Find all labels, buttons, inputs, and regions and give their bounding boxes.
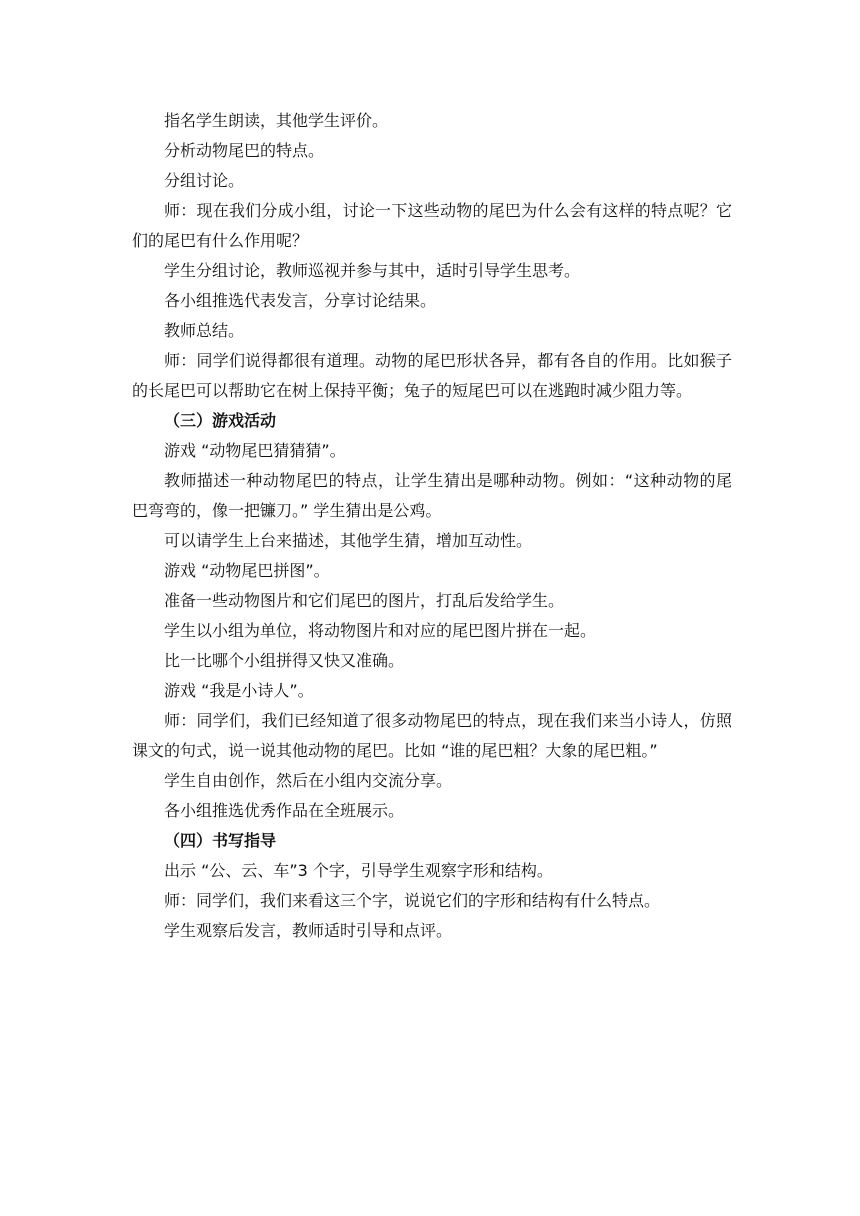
document-body [132, 106, 732, 946]
paragraph: 师：同学们说得都很有道理。动物的尾巴形状各异，都有各自的作用。比如猴子的长尾巴可以帮助它在树上保持平衡；兔子的短尾巴可以在逃跑时减少阻力等。 [132, 351, 732, 400]
paragraph: 游戏 “动物尾巴拼图”。 [164, 561, 330, 580]
paragraph: 分析动物尾巴的特点。 [164, 141, 325, 160]
paragraph: 学生观察后发言，教师适时引导和点评。 [164, 921, 453, 940]
paragraph: 出示 “公、云、车”3 个字，引导学生观察字形和结构。 [164, 861, 553, 880]
paragraph: 比一比哪个小组拼得又快又准确。 [164, 651, 405, 670]
paragraph: 准备一些动物图片和它们尾巴的图片，打乱后发给学生。 [164, 591, 565, 610]
paragraph: 学生自由创作，然后在小组内交流分享。 [164, 771, 453, 790]
paragraph: 分组讨论。 [164, 171, 245, 190]
paragraph: 各小组推选代表发言，分享讨论结果。 [164, 291, 437, 310]
paragraph: 可以请学生上台来描述，其他学生猜，增加互动性。 [164, 531, 533, 550]
section-heading: （四）书写指导 [164, 831, 277, 850]
paragraph: 指名学生朗读，其他学生评价。 [164, 111, 389, 130]
paragraph: 学生以小组为单位，将动物图片和对应的尾巴图片拼在一起。 [164, 621, 597, 640]
paragraph: 各小组推选优秀作品在全班展示。 [164, 801, 405, 820]
paragraph: 师：同学们，我们来看这三个字，说说它们的字形和结构有什么特点。 [164, 891, 661, 910]
paragraph: 师：现在我们分成小组，讨论一下这些动物的尾巴为什么会有这样的特点呢？它们的尾巴有什么作用呢？ [132, 201, 732, 250]
paragraph: 游戏 “我是小诗人”。 [164, 681, 314, 700]
paragraph: 师：同学们，我们已经知道了很多动物尾巴的特点，现在我们来当小诗人，仿照课文的句式，说一说其他动物的尾巴。比如 “谁的尾巴粗？大象的尾巴粗。” [132, 711, 732, 760]
paragraph: 游戏 “动物尾巴猜猜猜”。 [164, 441, 346, 460]
paragraph: 教师总结。 [164, 321, 245, 340]
paragraph: 教师描述一种动物尾巴的特点，让学生猜出是哪种动物。例如：“这种动物的尾巴弯弯的，像一把镰刀。” 学生猜出是公鸡。 [132, 471, 732, 520]
paragraph: 学生分组讨论，教师巡视并参与其中，适时引导学生思考。 [164, 261, 581, 280]
section-heading: （三）游戏活动 [164, 411, 277, 430]
